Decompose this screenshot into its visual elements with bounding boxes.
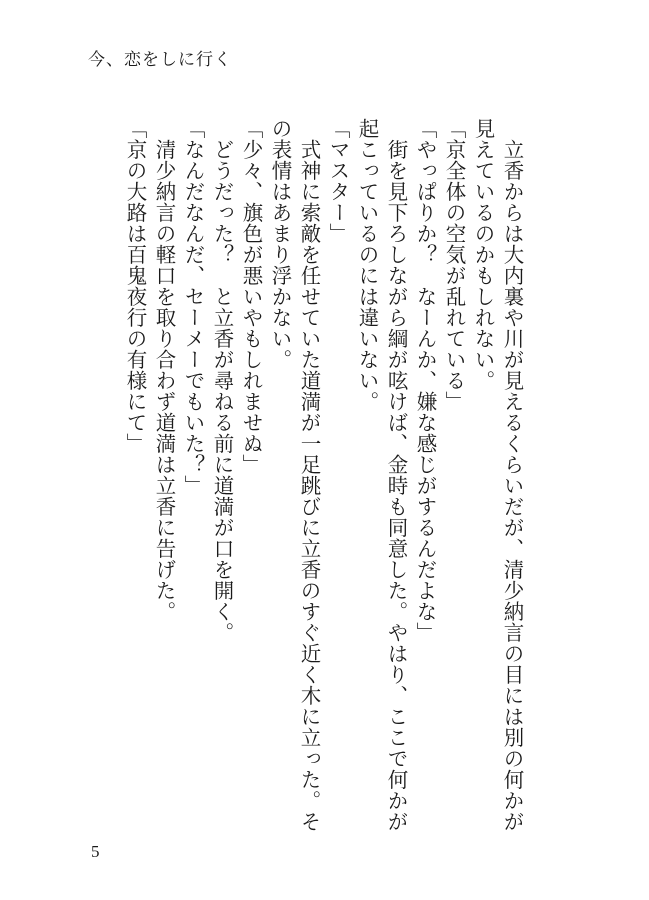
paragraph: 街を見下ろしながら綱が呟けば、金時も同意した。やはり、ここで何かが起こっているのには違いない。 bbox=[355, 118, 408, 832]
paragraph: 立香からは大内裏や川が見えるくらいだが、清少納言の目には別の何かが見えているのかもしれない。 bbox=[471, 118, 524, 832]
paragraph: どうだった？ と立香が尋ねる前に道満が口を開く。 bbox=[210, 138, 234, 643]
paragraph: 「やっぱりか？ なーんか、嫌な感じがするんだよな」 bbox=[413, 118, 437, 643]
page-number: 5 bbox=[91, 842, 100, 861]
paragraph: 「少々、旗色が悪いやもしれませぬ」 bbox=[239, 118, 263, 475]
paragraph: 「京全体の空気が乱れている」 bbox=[442, 118, 466, 412]
paragraph: 「なんだなんだ、セーメーでもいた？」 bbox=[181, 118, 205, 496]
paragraph: 式神に索敵を任せていた道満が一足跳びに立香のすぐ近く木に立った。その表情はあまり浮かない。 bbox=[268, 118, 321, 832]
paragraph: 「マスター」 bbox=[326, 118, 350, 244]
paragraph: 清少納言の軽口を取り合わず道満は立香に告げた。 bbox=[152, 138, 176, 622]
paragraph: 「京の大路は百鬼夜行の有様にて」 bbox=[123, 118, 147, 454]
body-text bbox=[84, 118, 526, 848]
running-title: 今、恋をしに行く bbox=[88, 50, 232, 70]
